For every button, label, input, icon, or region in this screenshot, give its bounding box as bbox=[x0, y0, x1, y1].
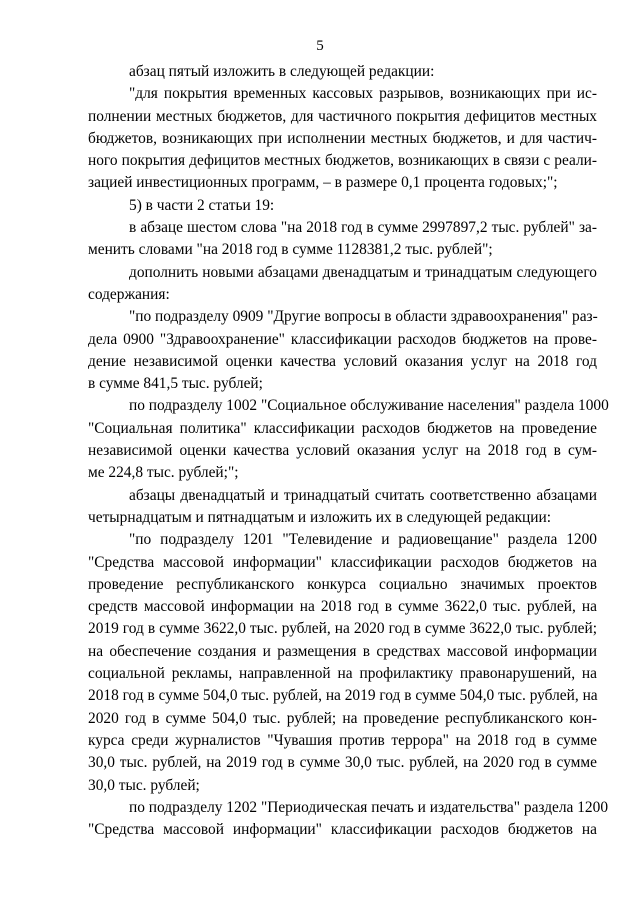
paragraph bbox=[88, 262, 597, 307]
text-line: "по подразделу 1201 "Телевидение и радиовещание" раздела 1200 bbox=[129, 531, 597, 549]
paragraph bbox=[88, 217, 597, 262]
text-line: 2019 год в сумме 3622,0 тыс. рублей, на 2020 год в сумме 3622,0 тыс. рублей; bbox=[88, 620, 597, 638]
text-line: средств массовой информации на 2018 год в сумме 3622,0 тыс. рублей, на bbox=[88, 598, 597, 616]
text-line: "Средства массовой информации" классификации расходов бюджетов на bbox=[88, 821, 597, 839]
text-line: содержания: bbox=[88, 285, 170, 303]
paragraph bbox=[88, 529, 597, 797]
text-line: дополнить новыми абзацами двенадцатым и тринадцатым следующего bbox=[129, 263, 597, 281]
text-line: по подразделу 1202 "Периодическая печать и издательства" раздела 1200 bbox=[129, 798, 609, 816]
text-line: в сумме 841,5 тыс. рублей; bbox=[88, 375, 263, 393]
text-line: ме 224,8 тыс. рублей;"; bbox=[88, 464, 239, 482]
text-line: 5) в части 2 статьи 19: bbox=[129, 196, 275, 214]
text-line: ного покрытия дефицитов местных бюджетов, возникающих в связи с реали- bbox=[88, 152, 597, 170]
text-line: менить словами "на 2018 год в сумме 1128381,2 тыс. рублей"; bbox=[88, 241, 493, 259]
text-line: дела 0900 "Здравоохранение" классификации расходов бюджетов на прове- bbox=[88, 330, 597, 348]
text-line: в абзаце шестом слова "на 2018 год в сумме 2997897,2 тыс. рублей" за- bbox=[129, 219, 597, 237]
paragraph bbox=[88, 83, 597, 194]
paragraph bbox=[88, 395, 609, 484]
paragraph bbox=[88, 61, 597, 83]
page-number: 5 bbox=[316, 38, 324, 54]
text-line: на обеспечение создания и размещения в средствах массовой информации bbox=[88, 642, 597, 660]
text-line: абзац пятый изложить в следующей редакции: bbox=[129, 63, 435, 80]
paragraph bbox=[88, 306, 597, 395]
paragraph bbox=[88, 485, 597, 530]
text-line: четырнадцатым и пятнадцатым и изложить их в следующей редакции: bbox=[88, 508, 552, 526]
text-line: 30,0 тыс. рублей, на 2019 год в сумме 30,0 тыс. рублей, на 2020 год в сумме bbox=[88, 754, 597, 772]
text-line: курса среди журналистов "Чувашия против террора" на 2018 год в сумме bbox=[88, 731, 597, 749]
paragraph bbox=[88, 797, 609, 842]
text-line: 2018 год в сумме 504,0 тыс. рублей, на 2019 год в сумме 504,0 тыс. рублей, на bbox=[88, 687, 598, 705]
text-line: 30,0 тыс. рублей; bbox=[88, 776, 200, 794]
text-line: "Средства массовой информации" классификации расходов бюджетов на bbox=[88, 553, 597, 571]
text-line: бюджетов, возникающих при исполнении местных бюджетов, и для частич- bbox=[88, 129, 597, 147]
text-line: социальной рекламы, направленной на профилактику правонарушений, на bbox=[88, 665, 597, 683]
text-line: "Социальная политика" классификации расходов бюджетов на проведение bbox=[88, 419, 597, 437]
paragraph bbox=[88, 195, 597, 217]
text-line: абзацы двенадцатый и тринадцатый считать соответственно абзацами bbox=[129, 486, 597, 504]
text-line: 2020 год в сумме 504,0 тыс. рублей; на проведение республиканского кон- bbox=[88, 709, 597, 727]
text-line: дение независимой оценки качества условий оказания услуг на 2018 год bbox=[88, 352, 597, 370]
text-line: проведение республиканского конкурса социально значимых проектов bbox=[88, 575, 597, 593]
text-line: по подразделу 1002 "Социальное обслуживание населения" раздела 1000 bbox=[129, 397, 609, 415]
text-line: "для покрытия временных кассовых разрывов, возникающих при ис- bbox=[129, 85, 597, 103]
text-line: "по подразделу 0909 "Другие вопросы в области здравоохранения" раз- bbox=[129, 308, 598, 326]
text-line: полнении местных бюджетов, для частичного покрытия дефицитов местных bbox=[88, 107, 597, 125]
text-line: зацией инвестиционных программ, – в размере 0,1 процента годовых;"; bbox=[88, 174, 558, 192]
document-body bbox=[88, 61, 609, 841]
text-line: независимой оценки качества условий оказания услуг на 2018 год в сум- bbox=[88, 442, 597, 460]
